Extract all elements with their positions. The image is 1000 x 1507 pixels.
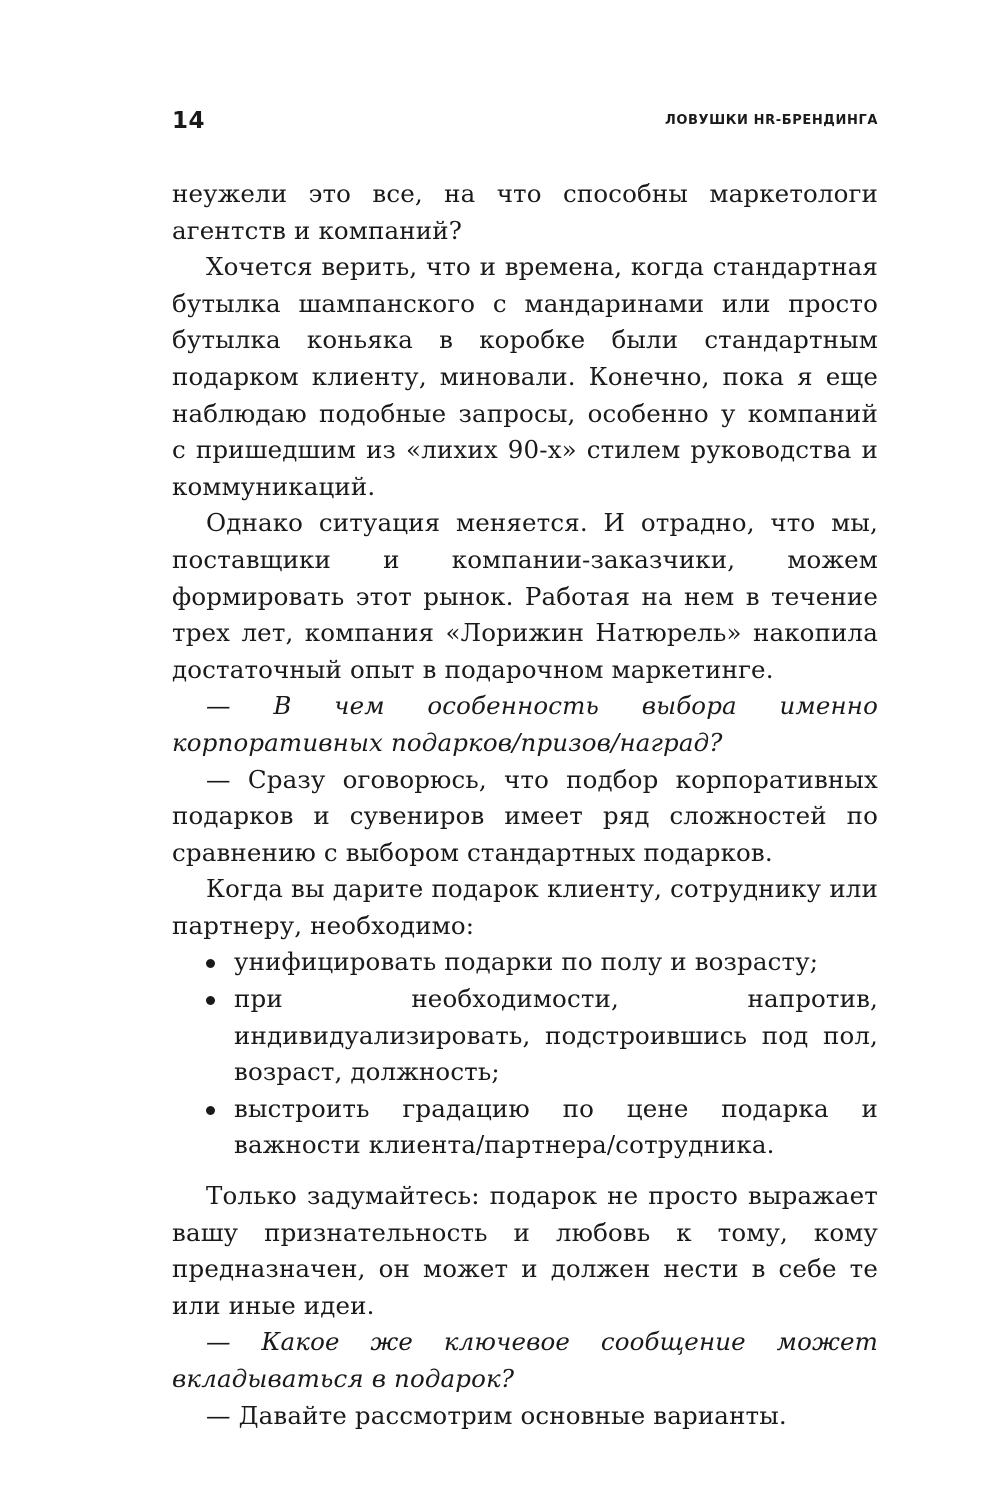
page-header	[172, 108, 878, 138]
list-item-text: при необходимости, напротив, индивидуализировать, подстроившись под пол, возраст, должность;	[234, 984, 878, 1087]
list-item	[172, 944, 878, 981]
bullet-list	[172, 944, 878, 1164]
book-page	[172, 0, 878, 1507]
paragraph: Только задумайтесь: подарок не просто выражает вашу признательность и любовь к тому, кому предназначен, он может и должен нести в себе те или иные идеи.	[172, 1181, 878, 1320]
paragraph-continuation: неужели это все, на что способны маркетологи агентств и компаний?	[172, 179, 878, 245]
page-number: 14	[172, 108, 206, 134]
list-item-text: выстроить градацию по цене подарка и важности клиента/партнера/сотрудника.	[234, 1093, 878, 1160]
paragraph: Однако ситуация меняется. И отрадно, что мы, поставщики и компании-заказчики, можем формировать этот рынок. Работая на нем в течение трех лет, компания «Лорижин Натюрель» накопила достаточный опыт в подарочном маркетинге.	[172, 508, 878, 684]
interview-answer: — Сразу оговорюсь, что подбор корпоративных подарков и сувениров имеет ряд сложностей по сравнению с выбором стандартных подарков.	[172, 764, 878, 867]
interview-answer: — Давайте рассмотрим основные варианты.	[206, 1400, 787, 1430]
list-item	[172, 981, 878, 1091]
list-item	[172, 1091, 878, 1164]
running-title: ЛОВУШКИ HR-БРЕНДИНГА	[664, 113, 878, 128]
bullet-icon	[206, 1106, 215, 1115]
bullet-icon	[206, 959, 215, 968]
interview-question: — В чем особенность выбора именно корпоративных подарков/призов/наград?	[172, 691, 878, 757]
paragraph: Когда вы дарите подарок клиенту, сотруднику или партнеру, необходимо:	[172, 874, 878, 940]
bullet-icon	[206, 996, 215, 1005]
list-item-text: унифицировать подарки по полу и возрасту;	[234, 947, 819, 977]
body-text	[172, 176, 878, 1434]
interview-question: — Какое же ключевое сообщение может вкладываться в подарок?	[172, 1327, 878, 1393]
paragraph: Хочется верить, что и времена, когда стандартная бутылка шампанского с мандаринами или просто бутылка коньяка в коробке были стандартным подарком клиенту, миновали. Конечно, пока я еще наблюдаю подобные запросы, особенно у компаний с пришедшим из «лихих 90-х» стилем руководства и коммуникаций.	[172, 252, 878, 501]
spacer	[172, 1164, 878, 1178]
